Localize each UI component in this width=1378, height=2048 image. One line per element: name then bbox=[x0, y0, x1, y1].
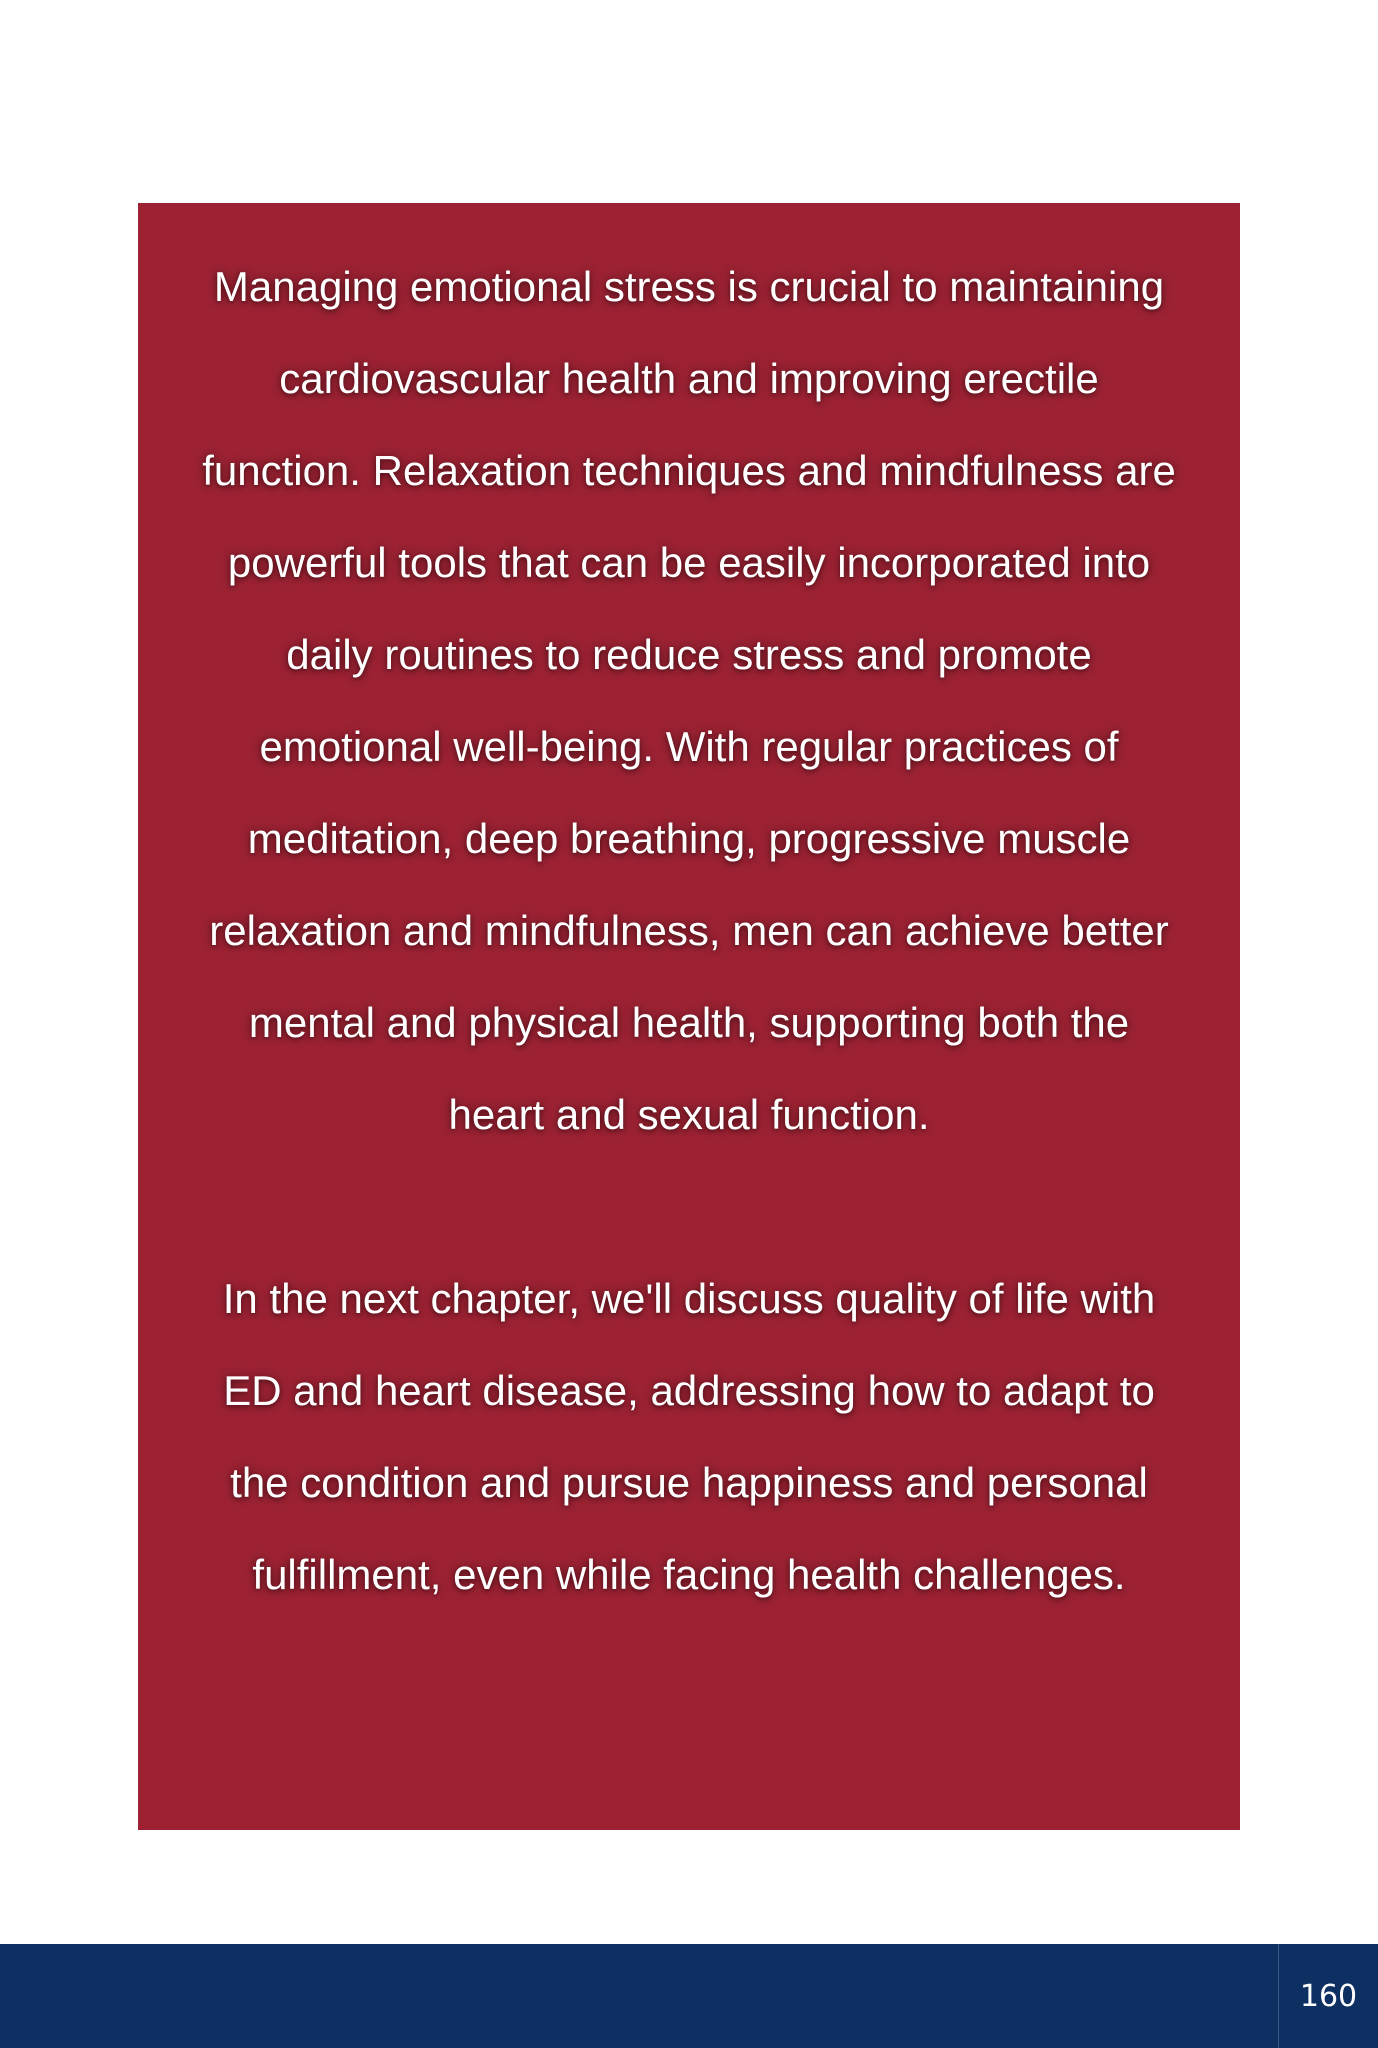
callout-paragraph-2: In the next chapter, we'll discuss quality of life with ED and heart disease, addressing how to adapt to the condition and pursue happiness and personal fulfillment, even while facing health challenges. bbox=[222, 1275, 1156, 1598]
footer-bar bbox=[0, 1944, 1378, 2048]
page-number: 160 bbox=[1278, 1944, 1378, 2048]
callout-box bbox=[138, 203, 1240, 1830]
callout-paragraph-1: Managing emotional stress is crucial to maintaining cardiovascular health and improving erectile function. Relaxation techniques and mindfulness are powerful tools that can be easily incorporated into daily routines to reduce stress and promote emotional well-being. With regular practices of meditation, deep breathing, progressive muscle relaxation and mindfulness, men can achieve better mental and physical health, supporting both the heart and sexual function. bbox=[202, 263, 1176, 1138]
